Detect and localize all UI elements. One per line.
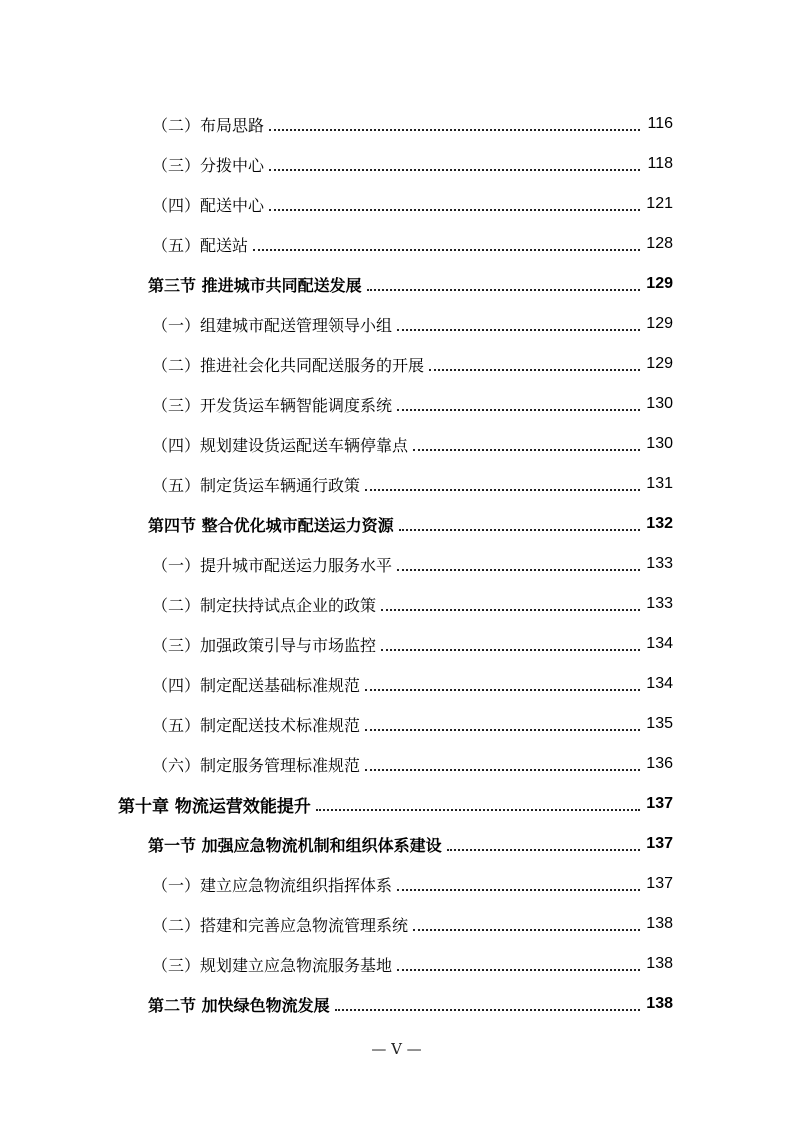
toc-entry-item[interactable]: [0, 144, 793, 184]
toc-entry-page-number: 130: [646, 435, 673, 452]
toc-entry-item[interactable]: [0, 584, 793, 624]
toc-entry-page-number: 129: [646, 355, 673, 372]
toc-entry-page-number: 118: [647, 155, 673, 172]
toc-entry-title: （三）规划建立应急物流服务基地: [152, 955, 393, 975]
dot-leader: [335, 993, 640, 1011]
table-of-contents: [0, 104, 793, 1024]
toc-entry-title: （一）提升城市配送运力服务水平: [152, 555, 393, 575]
toc-entry-page-number: 129: [646, 315, 673, 332]
toc-entry-item[interactable]: [0, 384, 793, 424]
dot-leader: [365, 473, 640, 491]
toc-entry-item[interactable]: [0, 104, 793, 144]
toc-entry-section[interactable]: [0, 824, 793, 864]
dot-leader: [397, 553, 640, 571]
toc-entry-item[interactable]: [0, 304, 793, 344]
toc-entry-title: （六）制定服务管理标准规范: [152, 755, 361, 775]
toc-entry-page-number: 128: [646, 235, 673, 252]
toc-entry-title: 第三节 推进城市共同配送发展: [148, 275, 362, 295]
dot-leader: [269, 153, 640, 171]
toc-entry-page-number: 134: [646, 675, 673, 692]
dot-leader: [447, 833, 640, 851]
toc-entry-page-number: 138: [646, 955, 673, 972]
dot-leader: [397, 873, 640, 891]
toc-entry-page-number: 121: [646, 195, 673, 212]
dot-leader: [429, 353, 640, 371]
toc-entry-item[interactable]: [0, 184, 793, 224]
toc-entry-title: （三）分拨中心: [152, 155, 265, 175]
toc-entry-item[interactable]: [0, 224, 793, 264]
toc-entry-title: （四）配送中心: [152, 195, 265, 215]
toc-entry-title: （三）加强政策引导与市场监控: [152, 635, 377, 655]
toc-entry-title: 第四节 整合优化城市配送运力资源: [148, 515, 394, 535]
toc-entry-page-number: 136: [646, 755, 673, 772]
toc-entry-page-number: 129: [646, 275, 673, 292]
toc-entry-page-number: 138: [646, 915, 673, 932]
toc-entry-title: （五）配送站: [152, 235, 249, 255]
toc-entry-page-number: 137: [646, 875, 673, 892]
toc-entry-title: （一）组建城市配送管理领导小组: [152, 315, 393, 335]
toc-entry-item[interactable]: [0, 944, 793, 984]
toc-entry-title: 第一节 加强应急物流机制和组织体系建设: [148, 835, 442, 855]
toc-entry-item[interactable]: [0, 424, 793, 464]
toc-entry-page-number: 137: [646, 835, 673, 852]
dot-leader: [397, 313, 640, 331]
toc-entry-item[interactable]: [0, 864, 793, 904]
dot-leader: [316, 793, 640, 811]
toc-entry-title: （三）开发货运车辆智能调度系统: [152, 395, 393, 415]
toc-entry-page-number: 135: [646, 715, 673, 732]
toc-entry-item[interactable]: [0, 904, 793, 944]
toc-entry-title: （四）制定配送基础标准规范: [152, 675, 361, 695]
dot-leader: [397, 393, 640, 411]
dot-leader: [413, 913, 640, 931]
toc-entry-page-number: 116: [647, 115, 673, 132]
dot-leader: [399, 513, 640, 531]
toc-entry-page-number: 132: [646, 515, 673, 532]
dot-leader: [269, 113, 640, 131]
toc-entry-title: 第十章 物流运营效能提升: [118, 796, 311, 817]
toc-entry-page-number: 130: [646, 395, 673, 412]
dot-leader: [367, 273, 640, 291]
dot-leader: [269, 193, 640, 211]
page-number-footer: — V —: [371, 1040, 422, 1058]
toc-entry-item[interactable]: [0, 704, 793, 744]
toc-entry-page-number: 134: [646, 635, 673, 652]
toc-entry-title: （二）布局思路: [152, 115, 265, 135]
toc-entry-item[interactable]: [0, 624, 793, 664]
toc-entry-item[interactable]: [0, 744, 793, 784]
toc-entry-page-number: 137: [646, 795, 673, 812]
toc-entry-title: （二）推进社会化共同配送服务的开展: [152, 355, 425, 375]
toc-entry-section[interactable]: [0, 264, 793, 304]
toc-entry-title: （二）搭建和完善应急物流管理系统: [152, 915, 409, 935]
toc-entry-title: （二）制定扶持试点企业的政策: [152, 595, 377, 615]
toc-entry-section[interactable]: [0, 984, 793, 1024]
toc-entry-item[interactable]: [0, 664, 793, 704]
dot-leader: [381, 593, 640, 611]
toc-entry-page-number: 138: [646, 995, 673, 1012]
toc-entry-page-number: 131: [646, 475, 673, 492]
toc-entry-title: （四）规划建设货运配送车辆停靠点: [152, 435, 409, 455]
dot-leader: [397, 953, 640, 971]
toc-entry-item[interactable]: [0, 544, 793, 584]
toc-entry-item[interactable]: [0, 464, 793, 504]
toc-entry-title: （五）制定货运车辆通行政策: [152, 475, 361, 495]
dot-leader: [365, 713, 640, 731]
dot-leader: [381, 633, 640, 651]
dot-leader: [365, 753, 640, 771]
toc-entry-page-number: 133: [646, 595, 673, 612]
toc-entry-chapter[interactable]: [0, 784, 793, 824]
toc-entry-title: （五）制定配送技术标准规范: [152, 715, 361, 735]
toc-entry-title: （一）建立应急物流组织指挥体系: [152, 875, 393, 895]
dot-leader: [253, 233, 640, 251]
dot-leader: [365, 673, 640, 691]
toc-entry-item[interactable]: [0, 344, 793, 384]
dot-leader: [413, 433, 640, 451]
toc-entry-page-number: 133: [646, 555, 673, 572]
toc-entry-title: 第二节 加快绿色物流发展: [148, 995, 330, 1015]
toc-entry-section[interactable]: [0, 504, 793, 544]
